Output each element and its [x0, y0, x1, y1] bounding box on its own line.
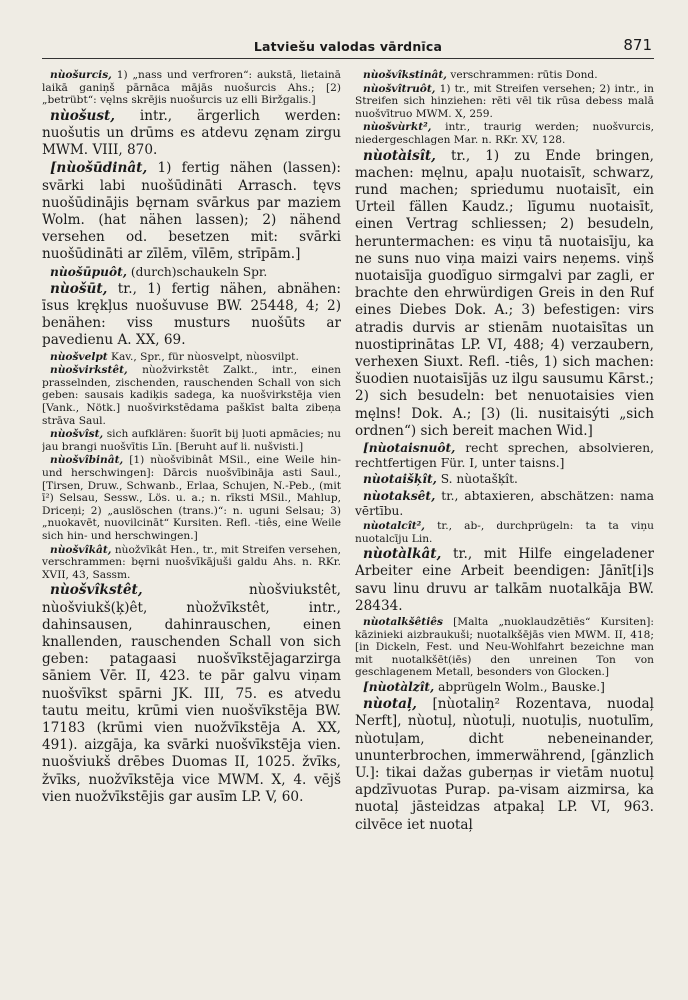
headword: nùotàisît,: [363, 147, 436, 164]
entry-body: 1) fertig nähen (lassen): svārki labi nuošūdināti Arrasch. tęvs nuošūdinājis bęrnam svārkus par maziem Wolm. (hat nähen lassen); 2) nähend versehen od. besetzen mit: svārki nuošūdināti ar zīlēm, vīlēm, strīpām.]: [42, 160, 341, 263]
dictionary-entry: [42, 364, 341, 427]
entry-body: tr., ab-, durchprügeln: ta ta viņu nuotalcīju Lin.: [355, 520, 654, 545]
entry-body: [Malta „nuoklaudzētiēs“ Kursiten]: kāzinieki aizbraukuši; nuotalkšējās vien MWM. II, 418; [in Dickeln, Fest. und Neu-Wohlfahrt bezeichne man mit nuotalkšēt(iēs) den unreinen Ton von geschlagenem Metall, besonders von Glocken.]: [355, 616, 654, 679]
dictionary-entry: [42, 265, 341, 280]
entry-body: sich aufklären: šuorīt bij ļuoti apmācies; nu jau brangi nuošvītis Līn. [Beruht auf li. nušvisti.]: [42, 428, 341, 453]
dictionary-entry: [42, 544, 341, 582]
headword: nùošurcis,: [50, 69, 112, 81]
dictionary-entry: [42, 281, 341, 350]
entry-body: S. nùotašķît.: [440, 472, 518, 487]
entry-body: verschrammen: rūtis Dond.: [450, 69, 598, 81]
entry-body: tr., 1) zu Ende bringen, machen: męlnu, apaļu nuotaisīt, schwarz, rund machen; spriedumu nuotaisīt, ein Urteil fällen Kaudz.; līgumu nuotaisīt, einen Vertrag schliessen; 2) besudeln, heruntermachen: es viņu tā nuotaisīju, ka ne suns nuo viņa maizi vairs neņems. viņš nuotaisīja guodīguo sirmgalvi par zagli, er brachte den ehrwürdigen Greis in den Ruf eines Diebes Dok. A.; 3) befestigen: virs atradis durvis ar stienām nuotaisītas un nuostiprinātas LP. VI, 488; 4) verzaubern, verhexen Siuxt. Refl. -tiês, 1) sich machen: šuodien nuotaisījās uz ilgu sausumu Kārst.; 2) sich besudeln: bet nenuotaisies vien męlns! Dok. A.; [3) (li. nusitaisýti „sich ordnen“) sich bereit machen Wid.]: [355, 147, 654, 439]
headword: [nùošūdinât,: [50, 160, 148, 177]
headword: nùošust,: [50, 107, 116, 124]
dictionary-entry: [42, 108, 341, 160]
headword: nùotàlkât,: [363, 546, 442, 563]
dictionary-entry: [42, 351, 341, 364]
entry-body: recht sprechen, absolvieren, rechtfertigen Für. I, unter taisns.]: [355, 441, 654, 471]
entry-body: abprügeln Wolm., Bauske.]: [438, 680, 605, 694]
entry-body: [nùotaliņ² Rozentava, nuodaļ Nerft], nùotuļ, nùotuļi, nuotuļis, nuotulīm, nùotuļam, dicht nebeneinander, ununterbrochen, immerwährend, [gänzlich U.]: tikai dažas guberņas ir vietām nuotuļ apdzīvuotas Purap. pa-visam aizmirsa, ka nuotaļ jāsteidzas atpakaļ LP. VI, 963. cilvēce iet nuotaļ: [355, 696, 654, 833]
entry-body: 1) „nass und verfroren“: aukstā, lietainā laikā ganiņš pārnāca mājās nuošurcis Ahs.; [2) „betrübt“: vęlns skrējis nuošurcis uz elli Biržgalis.]: [42, 69, 341, 107]
headword: [nùotaisnuôt,: [363, 441, 456, 456]
entry-body: Kav., Spr., für nùosvelpt, nùosvilpt.: [111, 350, 299, 363]
headword: nùošvîkstêt,: [50, 582, 143, 599]
right-column: [355, 69, 654, 835]
dictionary-entry: [355, 696, 654, 834]
dictionary-entry: [42, 160, 341, 263]
running-title: Latviešu valodas vārdnīca: [253, 39, 443, 54]
dictionary-entry: [355, 441, 654, 471]
dictionary-entry: [355, 121, 654, 146]
headword: nùošvelpt: [50, 350, 108, 363]
entry-body: (durch)schaukeln Spr.: [130, 264, 268, 279]
entry-body: 1) tr., mit Streifen versehen; 2) intr., in Streifen sich hinziehen: rēti vēl tik rūsa debess malā nuošvītruo MWM. X, 259.: [355, 82, 654, 120]
entry-body: tr., mit Hilfe eingeladener Arbeiter eine Arbeit beendigen: Jānīt[i]s savu linu druvu ar talkām nuotalkāja BW. 28434.: [355, 546, 654, 614]
dictionary-entry: [355, 680, 654, 695]
headword: nùošvîbinât,: [50, 454, 124, 467]
left-column: [42, 69, 341, 835]
dictionary-entry: [355, 472, 654, 487]
entry-body: tr., abtaxieren, abschätzen: nama vērtību.: [355, 488, 654, 518]
dictionary-entry: [355, 546, 654, 615]
headword: [nùotàlzît,: [363, 680, 435, 694]
dictionary-entry: [355, 616, 654, 679]
headword: nùošvîst,: [50, 428, 104, 441]
page-number: 871: [623, 36, 652, 54]
entry-body: nùošviukstêt, nùošviukš(ķ)êt, nùožvīkstêt, intr., dahinsausen, dahinrauschen, einen knallenden, rauschenden Schall von sich geben: patagaasi nuošvīkstējagarzirga sāniem Vēr. II, 423. te pār galvu viņam nuošvīkst spārni JK. III, 75. es atvedu tautu meitu, krūmi vien nuošvīkstēja BW. 17183 (krūmi vien nuožvīkstēja A. XX, 491). aizgāja, ka svārki nuošvīkstēja vien. nuošviukš drēbes Duomas II, 1025. žvīks, žvīks, nuožvīkstēja vice MWM. X, 4. vējš vien nuožvīkstējis gar ausīm LP. V, 60.: [42, 582, 341, 805]
headword: nùotalcît²,: [363, 520, 425, 533]
dictionary-entry: [355, 83, 654, 121]
headword: nùošvirkstêt,: [50, 364, 128, 377]
dictionary-entry: [355, 148, 654, 440]
headword: nùošvîtruôt,: [363, 82, 436, 95]
dictionary-entry: [42, 428, 341, 453]
dictionary-entry: [42, 454, 341, 542]
entry-body: intr., traurig werden; nuošvurcis, niedergeschlagen Mar. n. RKr. XV, 128.: [355, 121, 654, 146]
headword: nùošvîkstinât,: [363, 69, 447, 81]
headword: nùotaišķît,: [363, 472, 437, 487]
entry-body: intr., ärgerlich werden: nuošutis un drūms es atdevu zęnam zirgu MWM. VIII, 870.: [42, 107, 341, 159]
entry-body: nùožvirkstêt Zalkt., intr., einen prasselnden, zischenden, rauschenden Schall von sich geben: sausais kadiķis sadega, ka nuošvirkstēja vien [Vank., Nötk.] nuošvirkstēdama paškīst balta zibeņa strāva Saul.: [42, 364, 341, 427]
headword: nùošūt,: [50, 280, 108, 297]
text-columns: [42, 69, 654, 835]
dictionary-entry: [355, 69, 654, 82]
dictionary-entry: [42, 582, 341, 806]
headword: nùošūpuôt,: [50, 264, 127, 279]
dictionary-entry: [355, 520, 654, 545]
headword: nùotalkšêtiês: [363, 616, 443, 629]
headword: nùošvîkât,: [50, 543, 112, 556]
headword: nùotaksêt,: [363, 488, 436, 503]
entry-body: [1) nùošvibinât MSil., eine Weile hin- und herschwingen]: Dārcis nuošvībināja asti Saul., [Tirsen, Druw., Schwanb., Erlaa, Schujen, N.-Peb., (mit ī²) Selsau, Sessw., Lös. u. a.; n. rīksti MSil., Mahlup, Driceņi; 2) „auslöschen (trans.)“: n. uguni Selsau; 3) „nuokavēt, nuovilcināt“ Kursiten. Refl. -tiês, eine Weile sich hin- und herschwingen.]: [42, 454, 341, 542]
dictionary-entry: [42, 69, 341, 107]
dictionary-entry: [355, 489, 654, 519]
entry-body: nùožvīkât Hen., tr., mit Streifen versehen, verschrammen: bęrni nuošvīkājuši galdu Ahs. n. RKr. XVII, 43, Sassm.: [42, 543, 341, 581]
entry-body: tr., 1) fertig nähen, abnähen: īsus krękļus nuošuvuse BW. 25448, 4; 2) benähen: viss musturs nuošūts ar pavedienu A. XX, 69.: [42, 280, 341, 349]
page-header: [42, 36, 654, 59]
headword: nùotaļ,: [363, 696, 417, 713]
headword: nùošvùrkt²,: [363, 121, 432, 134]
